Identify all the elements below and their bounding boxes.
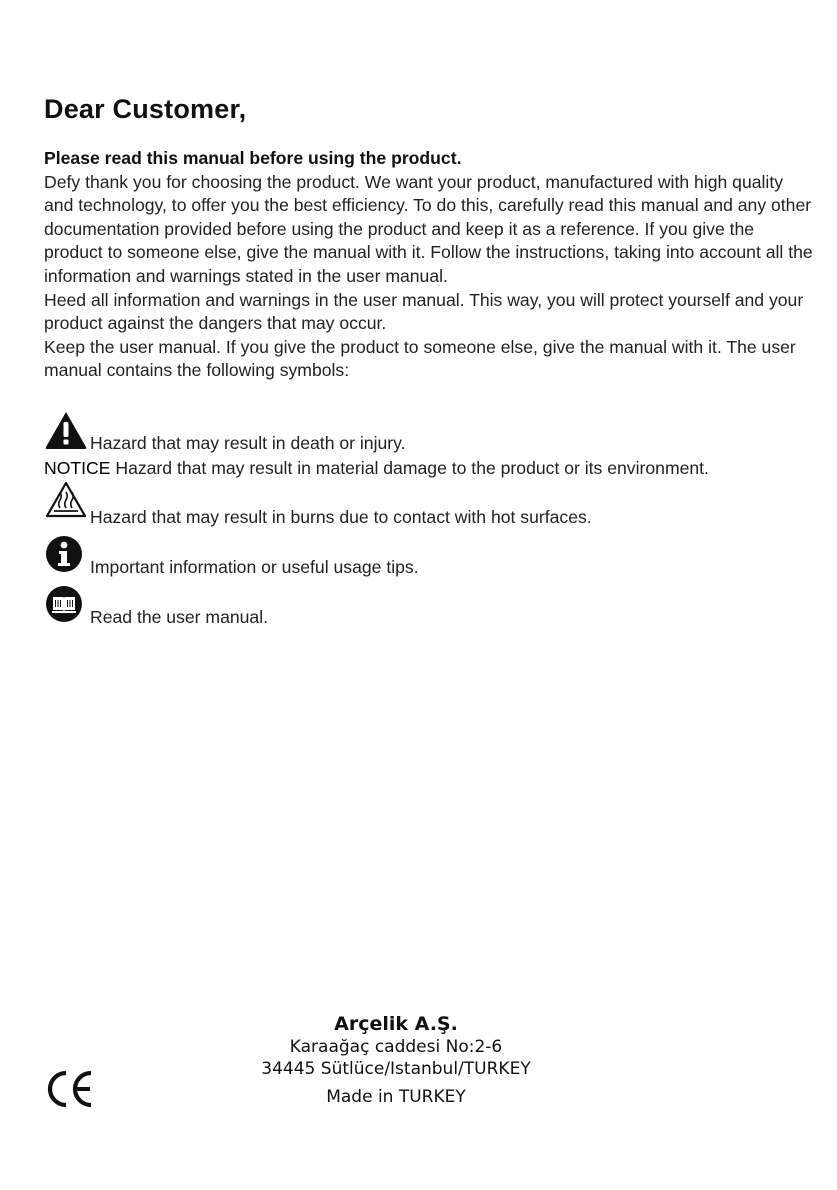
- symbol-notice-row: [44, 458, 709, 479]
- symbol-hazard-row: [44, 410, 804, 454]
- notice-label: NOTICE: [44, 458, 111, 478]
- book-icon: [44, 584, 84, 629]
- symbol-manual-text: Read the user manual.: [90, 607, 268, 627]
- symbol-hot-text: Hazard that may result in burns due to contact with hot surfaces.: [90, 507, 592, 527]
- symbol-info-row: [44, 534, 804, 578]
- symbol-hot-row: [44, 480, 804, 527]
- intro-lead: Please read this manual before using the product.: [44, 148, 462, 168]
- intro-section: [44, 147, 814, 383]
- manufacturer-address: [250, 1012, 542, 1108]
- address-line-1: Karaağaç caddesi No:2-6: [289, 1037, 503, 1057]
- ce-mark-icon: [44, 1070, 96, 1113]
- intro-paragraph-2: Heed all information and warnings in the user manual. This way, you will protect yourself and your product against the dangers that may occur.: [44, 289, 804, 334]
- hot-surface-icon: [44, 480, 88, 525]
- page-title: Dear Customer,: [44, 94, 247, 124]
- symbol-hazard-text: Hazard that may result in death or injury.: [90, 433, 406, 453]
- company-name: Arçelik A.Ş.: [334, 1013, 458, 1035]
- address-line-2: 34445 Sütlüce/Istanbul/TURKEY: [261, 1059, 531, 1079]
- intro-paragraph-1: Defy thank you for choosing the product. We want your product, manufactured with high quality and technology, to offer you the best efficiency. To do this, carefully read this manual and any other documentation provided before using the product and keep it as a reference. If you give the product to someone else, give the manual with it. Follow the instructions, taking into account all the information and warnings stated in the user manual.: [44, 171, 813, 286]
- made-in-label: Made in TURKEY: [326, 1087, 466, 1107]
- symbol-notice-text: Hazard that may result in material damage to the product or its environment.: [110, 458, 709, 478]
- info-icon: [44, 534, 84, 579]
- symbol-manual-row: [44, 584, 804, 628]
- symbol-info-text: Important information or useful usage tips.: [90, 557, 419, 577]
- intro-paragraph-3: Keep the user manual. If you give the product to someone else, give the manual with it. The user manual contains the following symbols:: [44, 336, 796, 381]
- warning-triangle-icon: [44, 410, 88, 455]
